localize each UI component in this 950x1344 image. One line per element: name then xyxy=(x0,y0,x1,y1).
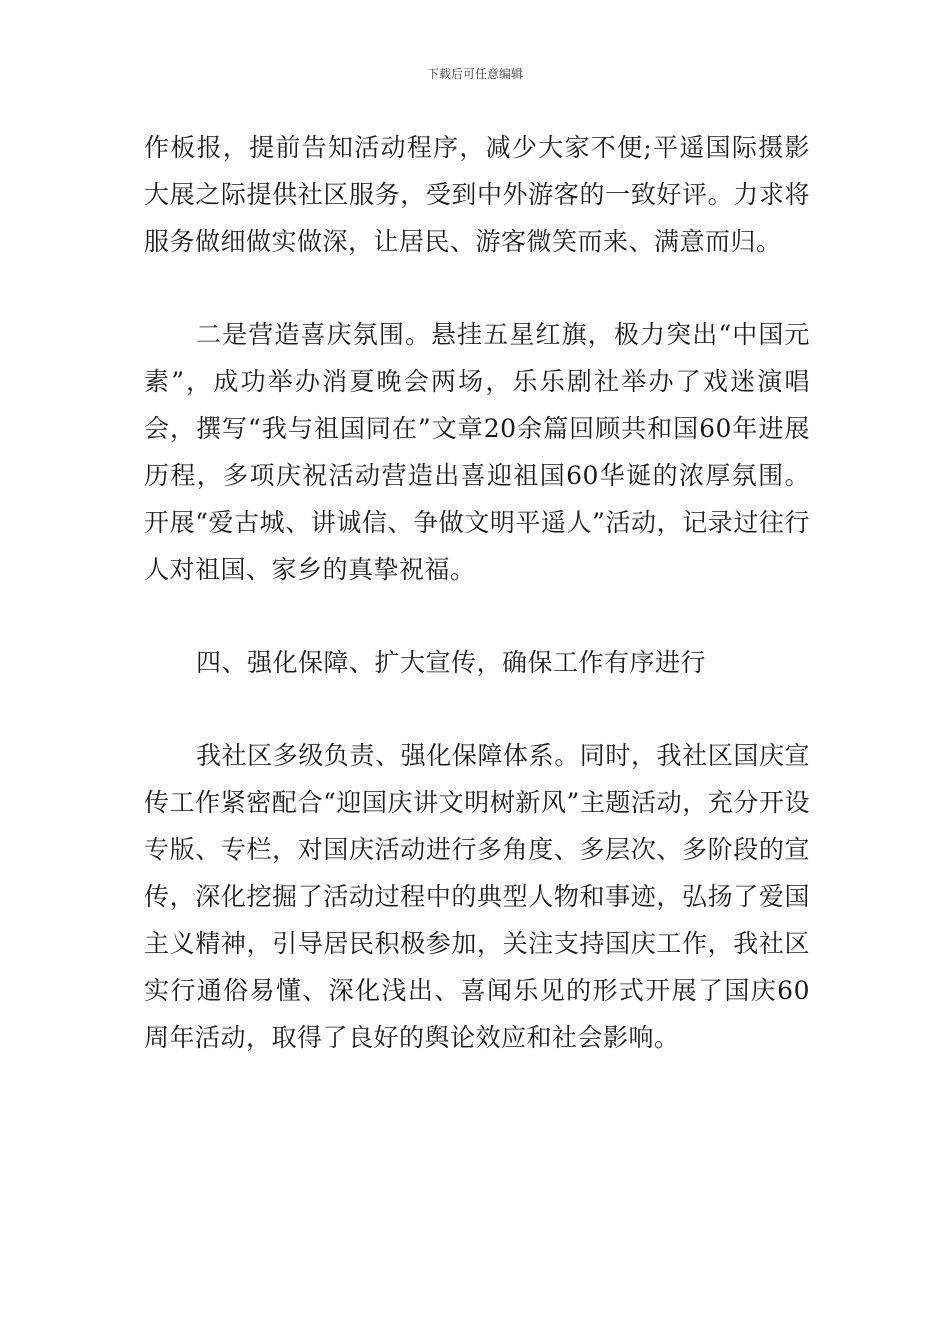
section-heading-four: 四、强化保障、扩大宣传，确保工作有序进行 xyxy=(196,648,707,677)
paragraph-publicity: 我社区多级负责、强化保障体系。同时，我社区国庆宣传工作紧密配合“迎国庆讲文明树新风”主题活动，充分开设专版、专栏，对国庆活动进行多角度、多层次、多阶段的宣传，深化挖掘了活动过程中的典型人物和事迹，弘扬了爱国主义精神，引导居民积极参加，关注支持国庆工作，我社区实行通俗易懂、深化浅出、喜闻乐见的形式开展了国庆60周年活动，取得了良好的舆论效应和社会影响。 xyxy=(144,741,810,1052)
document-body xyxy=(144,124,810,1061)
paragraph-gap xyxy=(144,265,810,311)
paragraph-festive-atmosphere: 二是营造喜庆氛围。悬挂五星红旗，极力突出“中国元素”，成功举办消夏晚会两场，乐乐剧社举办了戏迷演唱会，撰写“我与祖国同在”文章20余篇回顾共和国60年进展历程，多项庆祝活动营造出喜迎祖国60华诞的浓厚氛围。开展“爱古城、讲诚信、争做文明平遥人”活动，记录过往行人对祖国、家乡的真挚祝福。 xyxy=(144,320,810,584)
paragraph-gap xyxy=(144,686,810,732)
paragraph-continued-services: 作板报，提前告知活动程序，减少大家不便;平遥国际摄影大展之际提供社区服务，受到中外游客的一致好评。力求将服务做细做实做深，让居民、游客微笑而来、满意而归。 xyxy=(144,133,810,256)
page-header-note: 下载后可任意编辑 xyxy=(426,67,523,81)
paragraph-gap xyxy=(144,593,810,639)
